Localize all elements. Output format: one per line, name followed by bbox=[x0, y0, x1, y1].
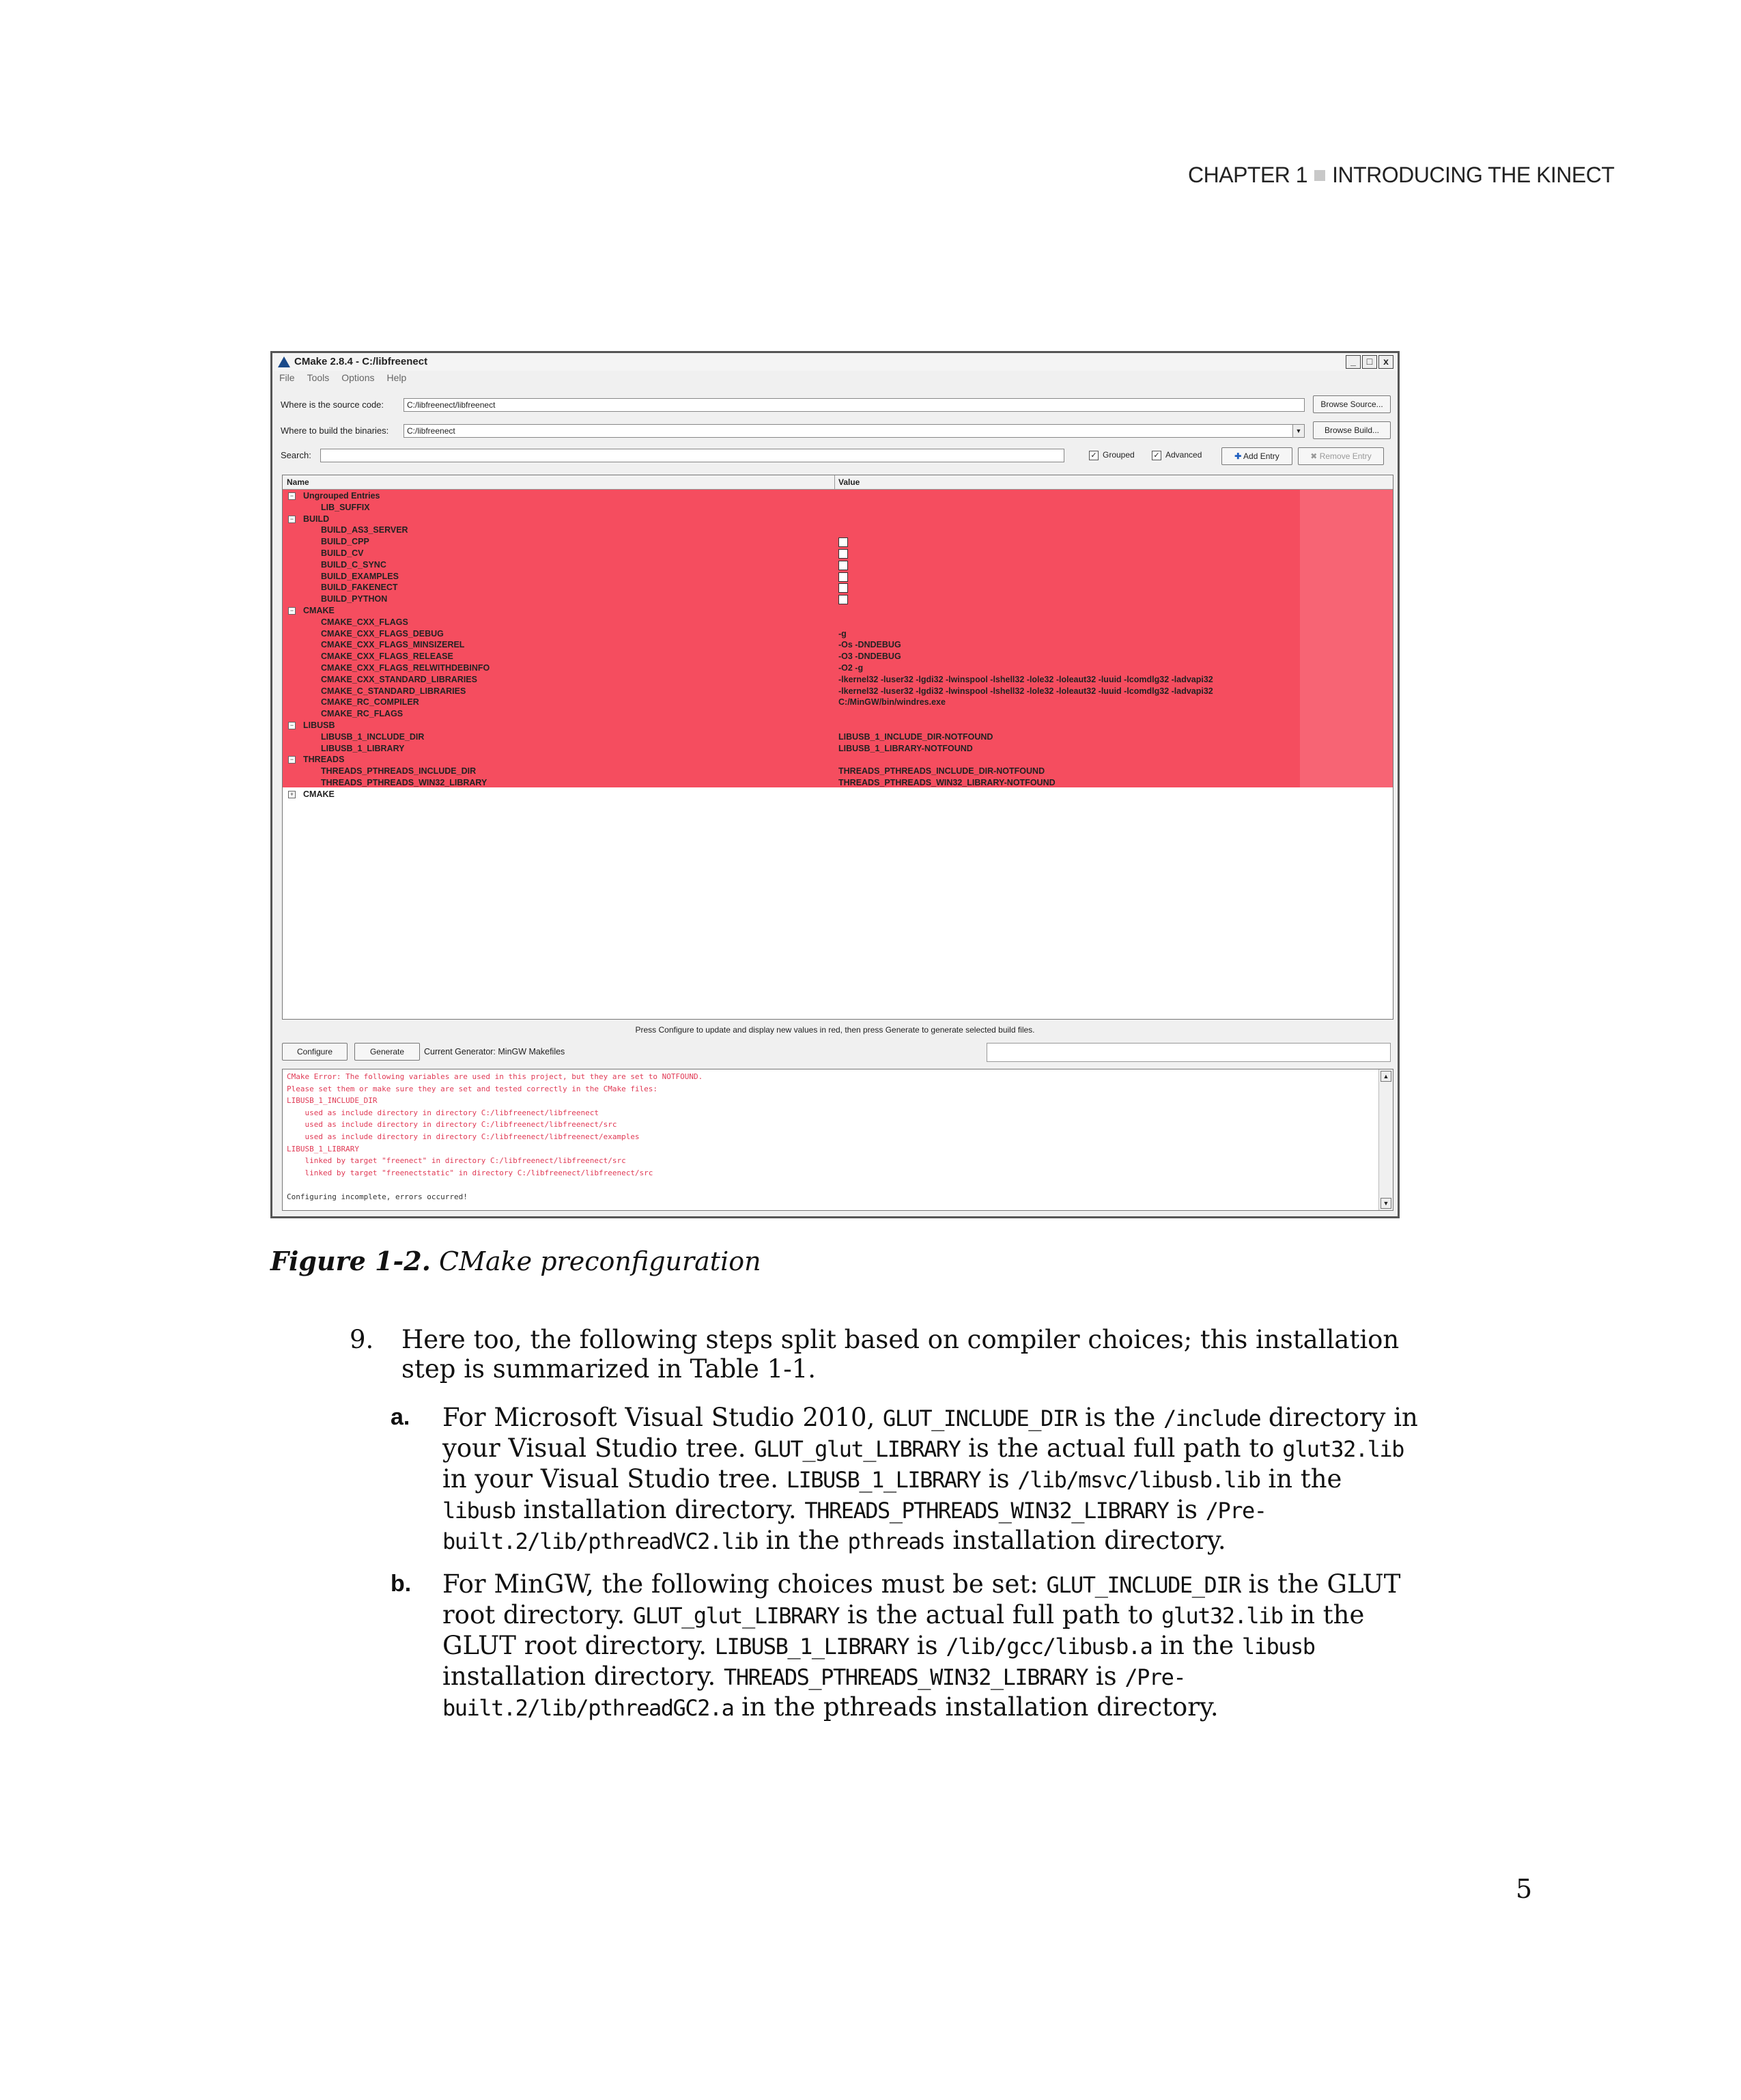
code-run: /lib/gcc/libusb.a bbox=[946, 1634, 1152, 1660]
entry-name: BUILD_C_SYNC bbox=[321, 559, 386, 570]
build-path-value: C:/libfreenect bbox=[407, 426, 455, 436]
search-input[interactable] bbox=[320, 449, 1064, 462]
text-run: in the pthreads installation directory. bbox=[733, 1692, 1219, 1722]
text-line bbox=[442, 1403, 1418, 1433]
menu-help[interactable]: Help bbox=[386, 372, 407, 383]
tree-row[interactable] bbox=[283, 651, 1393, 662]
column-divider[interactable] bbox=[834, 475, 835, 489]
cmake-window bbox=[270, 351, 1400, 1218]
tree-row[interactable] bbox=[283, 617, 1393, 628]
item-a-text bbox=[442, 1403, 1418, 1556]
entry-name: CMAKE bbox=[303, 789, 335, 799]
entry-checkbox[interactable] bbox=[838, 561, 848, 570]
entry-name: BUILD_PYTHON bbox=[321, 594, 388, 604]
build-path-combo[interactable] bbox=[404, 424, 1305, 438]
entry-name: BUILD bbox=[303, 514, 330, 524]
tree-row[interactable] bbox=[283, 502, 1393, 514]
text-line: Here too, the following steps split based on compiler choices; this installation bbox=[401, 1325, 1400, 1354]
entry-name: CMAKE_C_STANDARD_LIBRARIES bbox=[321, 686, 466, 696]
text-line bbox=[442, 1692, 1400, 1723]
code-run: LIBUSB_1_LIBRARY bbox=[714, 1634, 909, 1660]
source-label: Where is the source code: bbox=[281, 400, 384, 410]
window-controls bbox=[1346, 355, 1393, 369]
configure-button[interactable]: Configure bbox=[282, 1043, 348, 1061]
menu-bar bbox=[279, 372, 406, 383]
log-line: linked by target "freenect" in directory C:/libfreenect/libfreenect/src bbox=[287, 1156, 626, 1166]
text-line bbox=[442, 1464, 1418, 1495]
entry-name: THREADS bbox=[303, 755, 345, 765]
entry-name: LIBUSB bbox=[303, 720, 335, 730]
entry-value[interactable]: -O3 -DNDEBUG bbox=[838, 652, 901, 662]
code-run: pthreads bbox=[847, 1528, 945, 1554]
tree-row[interactable] bbox=[283, 777, 1393, 789]
entry-name: CMAKE bbox=[303, 606, 335, 615]
code-run: /include bbox=[1163, 1405, 1261, 1431]
tree-row[interactable] bbox=[283, 708, 1393, 720]
remove-entry-button[interactable] bbox=[1298, 447, 1384, 465]
collapse-icon[interactable]: − bbox=[288, 492, 296, 500]
remove-entry-label: Remove Entry bbox=[1319, 451, 1372, 461]
running-head bbox=[1188, 163, 1615, 188]
entry-name: CMAKE_CXX_FLAGS_DEBUG bbox=[321, 628, 444, 639]
output-scrollbar[interactable] bbox=[1378, 1069, 1393, 1210]
remove-x-icon: ✖ bbox=[1310, 451, 1318, 461]
text-line bbox=[442, 1569, 1400, 1600]
grouped-label: Grouped bbox=[1103, 450, 1135, 460]
output-log bbox=[282, 1069, 1393, 1211]
entry-name: CMAKE_RC_FLAGS bbox=[321, 709, 404, 719]
text-run: installation directory. bbox=[944, 1526, 1226, 1555]
text-run: is the actual full path to bbox=[960, 1433, 1283, 1463]
add-entry-button[interactable] bbox=[1221, 447, 1292, 465]
text-run: is bbox=[980, 1464, 1018, 1494]
tree-row[interactable] bbox=[283, 743, 1393, 755]
configure-hint: Press Configure to update and display new values in red, then press Generate to generate selected build files. bbox=[635, 1025, 1035, 1035]
text-run: installation directory. bbox=[442, 1662, 724, 1691]
code-run: GLUT_glut_LIBRARY bbox=[633, 1603, 840, 1629]
cmake-triangle-icon bbox=[278, 356, 290, 367]
tree-row[interactable] bbox=[283, 639, 1393, 651]
log-line: used as include directory in directory C:/libfreenect/libfreenect bbox=[287, 1108, 599, 1117]
entry-value[interactable]: C:/MinGW/bin/windres.exe bbox=[838, 697, 946, 708]
text-run: root directory. bbox=[442, 1600, 634, 1629]
entry-name: CMAKE_CXX_FLAGS_RELEASE bbox=[321, 652, 453, 662]
text-line bbox=[442, 1433, 1418, 1464]
entry-name: CMAKE_CXX_FLAGS_RELWITHDEBINFO bbox=[321, 663, 490, 673]
text-run: is bbox=[1088, 1662, 1125, 1691]
entry-name: Ungrouped Entries bbox=[303, 491, 380, 501]
code-run: glut32.lib bbox=[1282, 1436, 1404, 1462]
entry-name: BUILD_FAKENECT bbox=[321, 583, 398, 593]
text-run: is the bbox=[1077, 1403, 1163, 1432]
entry-checkbox[interactable] bbox=[838, 583, 848, 593]
entry-checkbox[interactable] bbox=[838, 595, 848, 604]
current-generator: Current Generator: MinGW Makefiles bbox=[424, 1047, 565, 1056]
cache-tree bbox=[282, 475, 1393, 1020]
entry-name: LIB_SUFFIX bbox=[321, 502, 370, 512]
menu-tools[interactable]: Tools bbox=[307, 372, 330, 383]
code-run: built.2/lib/pthreadGC2.a bbox=[442, 1695, 734, 1721]
step-number: 9. bbox=[350, 1325, 374, 1354]
tree-row[interactable] bbox=[283, 514, 1393, 525]
log-line: LIBUSB_1_INCLUDE_DIR bbox=[287, 1096, 378, 1106]
generate-button[interactable]: Generate bbox=[354, 1043, 420, 1061]
entry-name: CMAKE_CXX_FLAGS bbox=[321, 617, 408, 627]
separator-square bbox=[1314, 170, 1325, 181]
chapter-title: INTRODUCING THE KINECT bbox=[1332, 163, 1615, 187]
entry-name: BUILD_CV bbox=[321, 548, 364, 558]
add-entry-label: Add Entry bbox=[1243, 451, 1279, 461]
text-line bbox=[442, 1662, 1400, 1692]
text-run: For Microsoft Visual Studio 2010, bbox=[442, 1403, 883, 1432]
text-run: in the bbox=[1152, 1631, 1242, 1660]
chapter-label: CHAPTER 1 bbox=[1188, 163, 1308, 187]
code-run: LIBUSB_1_LIBRARY bbox=[786, 1467, 980, 1493]
entry-name: THREADS_PTHREADS_INCLUDE_DIR bbox=[321, 766, 477, 776]
item-a-marker: a. bbox=[391, 1404, 410, 1430]
code-run: libusb bbox=[442, 1498, 515, 1524]
entry-name: BUILD_AS3_SERVER bbox=[321, 525, 408, 535]
tree-row[interactable] bbox=[283, 571, 1393, 583]
maximize-button[interactable]: □ bbox=[1362, 355, 1377, 369]
tree-row[interactable] bbox=[283, 582, 1393, 593]
column-name-header[interactable]: Name bbox=[287, 477, 309, 487]
tree-row[interactable] bbox=[283, 536, 1393, 548]
text-run: GLUT root directory. bbox=[442, 1631, 715, 1660]
check-icon: ✓ bbox=[1089, 451, 1099, 460]
entry-value[interactable]: -Os -DNDEBUG bbox=[838, 640, 901, 650]
grouped-checkbox[interactable] bbox=[1089, 450, 1135, 460]
item-b-text bbox=[442, 1569, 1400, 1723]
code-run: GLUT_INCLUDE_DIR bbox=[883, 1405, 1077, 1431]
log-line: linked by target "freenectstatic" in directory C:/libfreenect/libfreenect/src bbox=[287, 1168, 653, 1177]
scroll-down-icon[interactable]: ▼ bbox=[1381, 1198, 1391, 1209]
tree-row[interactable] bbox=[283, 559, 1393, 571]
tree-header bbox=[283, 475, 1393, 490]
log-line: used as include directory in directory C:/libfreenect/libfreenect/src bbox=[287, 1120, 617, 1130]
text-run: in the bbox=[757, 1526, 848, 1555]
browse-source-button[interactable]: Browse Source... bbox=[1313, 395, 1391, 413]
code-run: /Pre- bbox=[1124, 1664, 1186, 1690]
entry-value[interactable]: THREADS_PTHREADS_WIN32_LIBRARY-NOTFOUND bbox=[838, 778, 1056, 787]
title-bar bbox=[272, 353, 1398, 371]
log-line: Please set them or make sure they are set and tested correctly in the CMake files: bbox=[287, 1084, 658, 1093]
page-number: 5 bbox=[1516, 1874, 1533, 1904]
entry-value[interactable]: -O2 -g bbox=[838, 663, 864, 673]
text-run: installation directory. bbox=[515, 1495, 805, 1524]
tree-row[interactable] bbox=[283, 766, 1393, 777]
progress-bar bbox=[987, 1043, 1391, 1062]
log-line: used as include directory in directory C:/libfreenect/libfreenect/examples bbox=[287, 1132, 640, 1141]
entry-checkbox[interactable] bbox=[838, 549, 848, 559]
search-label: Search: bbox=[281, 450, 311, 460]
code-run: libusb bbox=[1241, 1634, 1315, 1660]
entry-name: BUILD_CPP bbox=[321, 537, 369, 547]
entry-name: CMAKE_CXX_STANDARD_LIBRARIES bbox=[321, 674, 477, 684]
expand-icon[interactable]: + bbox=[288, 791, 296, 798]
build-label: Where to build the binaries: bbox=[281, 425, 389, 436]
check-icon: ✓ bbox=[1152, 451, 1161, 460]
text-run: in your Visual Studio tree. bbox=[442, 1464, 787, 1494]
column-value-header[interactable]: Value bbox=[838, 477, 860, 487]
log-line: CMake Error: The following variables are used in this project, but they are set to NOTFOUND. bbox=[287, 1072, 703, 1081]
tree-row[interactable] bbox=[283, 593, 1393, 605]
step-9-text bbox=[401, 1325, 1399, 1384]
text-line: step is summarized in Table 1-1. bbox=[401, 1354, 816, 1384]
figure-title: CMake preconfiguration bbox=[430, 1246, 761, 1276]
text-line bbox=[442, 1631, 1400, 1662]
log-line: LIBUSB_1_LIBRARY bbox=[287, 1144, 359, 1153]
tree-row[interactable] bbox=[283, 605, 1393, 617]
text-run: in the bbox=[1282, 1600, 1365, 1629]
item-b-marker: b. bbox=[391, 1571, 412, 1597]
code-run: THREADS_PTHREADS_WIN32_LIBRARY bbox=[724, 1664, 1088, 1690]
code-run: /Pre- bbox=[1205, 1498, 1266, 1524]
entry-name: CMAKE_RC_COMPILER bbox=[321, 697, 419, 708]
text-run: in the bbox=[1260, 1464, 1342, 1494]
tree-row[interactable] bbox=[283, 524, 1393, 536]
tree-row[interactable] bbox=[283, 628, 1393, 640]
text-line bbox=[442, 1495, 1418, 1526]
chevron-down-icon[interactable]: ▼ bbox=[1292, 425, 1304, 437]
menu-options[interactable]: Options bbox=[341, 372, 375, 383]
collapse-icon[interactable]: − bbox=[288, 756, 296, 764]
tree-row[interactable] bbox=[283, 686, 1393, 697]
tree-row[interactable] bbox=[283, 754, 1393, 766]
entry-value[interactable]: -g bbox=[838, 628, 847, 639]
text-line bbox=[442, 1526, 1418, 1556]
source-path-input[interactable]: C:/libfreenect/libfreenect bbox=[404, 398, 1305, 412]
advanced-checkbox[interactable] bbox=[1152, 450, 1202, 460]
close-button[interactable]: x bbox=[1378, 355, 1393, 369]
entry-value[interactable]: THREADS_PTHREADS_INCLUDE_DIR-NOTFOUND bbox=[838, 766, 1045, 776]
minimize-button[interactable]: _ bbox=[1346, 355, 1361, 369]
tree-row[interactable] bbox=[283, 490, 1393, 502]
code-run: GLUT_glut_LIBRARY bbox=[754, 1436, 961, 1462]
code-run: glut32.lib bbox=[1161, 1603, 1283, 1629]
entry-name: BUILD_EXAMPLES bbox=[321, 571, 399, 581]
code-run: THREADS_PTHREADS_WIN32_LIBRARY bbox=[804, 1498, 1169, 1524]
entry-value[interactable]: -lkernel32 -luser32 -lgdi32 -lwinspool -lshell32 -lole32 -loleaut32 -luuid -lcomdlg32 -ladvapi32 bbox=[838, 674, 1213, 684]
collapse-icon[interactable]: − bbox=[288, 516, 296, 523]
window-title: CMake 2.8.4 - C:/libfreenect bbox=[294, 356, 428, 367]
text-run: your Visual Studio tree. bbox=[442, 1433, 754, 1463]
menu-file[interactable]: File bbox=[279, 372, 295, 383]
tree-row[interactable] bbox=[283, 674, 1393, 686]
text-run: For MinGW, the following choices must be set: bbox=[442, 1569, 1047, 1599]
entry-value[interactable]: -lkernel32 -luser32 -lgdi32 -lwinspool -lshell32 -lole32 -loleaut32 -luuid -lcomdlg32 -ladvapi32 bbox=[838, 686, 1213, 696]
entry-name: LIBUSB_1_LIBRARY bbox=[321, 743, 405, 753]
code-run: /lib/msvc/libusb.lib bbox=[1017, 1467, 1260, 1493]
code-run: built.2/lib/pthreadVC2.lib bbox=[442, 1528, 758, 1554]
collapse-icon[interactable]: − bbox=[288, 607, 296, 615]
tree-row[interactable] bbox=[283, 548, 1393, 559]
browse-build-button[interactable]: Browse Build... bbox=[1313, 421, 1391, 439]
text-run: is the actual full path to bbox=[839, 1600, 1161, 1629]
text-line bbox=[442, 1600, 1400, 1631]
text-run: is bbox=[1168, 1495, 1206, 1524]
entry-name: CMAKE_CXX_FLAGS_MINSIZEREL bbox=[321, 640, 465, 650]
text-run: directory in bbox=[1260, 1403, 1418, 1432]
entry-checkbox[interactable] bbox=[838, 537, 848, 547]
plus-icon: ✚ bbox=[1234, 451, 1242, 461]
text-run: is bbox=[909, 1631, 946, 1660]
figure-label: Figure 1-2. bbox=[270, 1246, 431, 1276]
text-run: is the GLUT bbox=[1240, 1569, 1401, 1599]
entry-name: LIBUSB_1_INCLUDE_DIR bbox=[321, 731, 425, 742]
entry-checkbox[interactable] bbox=[838, 572, 848, 582]
tree-row[interactable] bbox=[283, 789, 1393, 800]
entry-value[interactable]: LIBUSB_1_LIBRARY-NOTFOUND bbox=[838, 743, 973, 753]
tree-row[interactable] bbox=[283, 697, 1393, 708]
log-line: Configuring incomplete, errors occurred! bbox=[287, 1192, 468, 1201]
advanced-label: Advanced bbox=[1165, 450, 1202, 460]
tree-row[interactable] bbox=[283, 720, 1393, 731]
figure-caption bbox=[270, 1246, 761, 1276]
code-run: GLUT_INCLUDE_DIR bbox=[1046, 1572, 1241, 1598]
entry-value[interactable]: LIBUSB_1_INCLUDE_DIR-NOTFOUND bbox=[838, 731, 993, 742]
tree-row[interactable] bbox=[283, 731, 1393, 743]
entry-name: THREADS_PTHREADS_WIN32_LIBRARY bbox=[321, 778, 487, 787]
scroll-up-icon[interactable]: ▲ bbox=[1381, 1071, 1391, 1082]
collapse-icon[interactable]: − bbox=[288, 722, 296, 729]
tree-row[interactable] bbox=[283, 662, 1393, 674]
